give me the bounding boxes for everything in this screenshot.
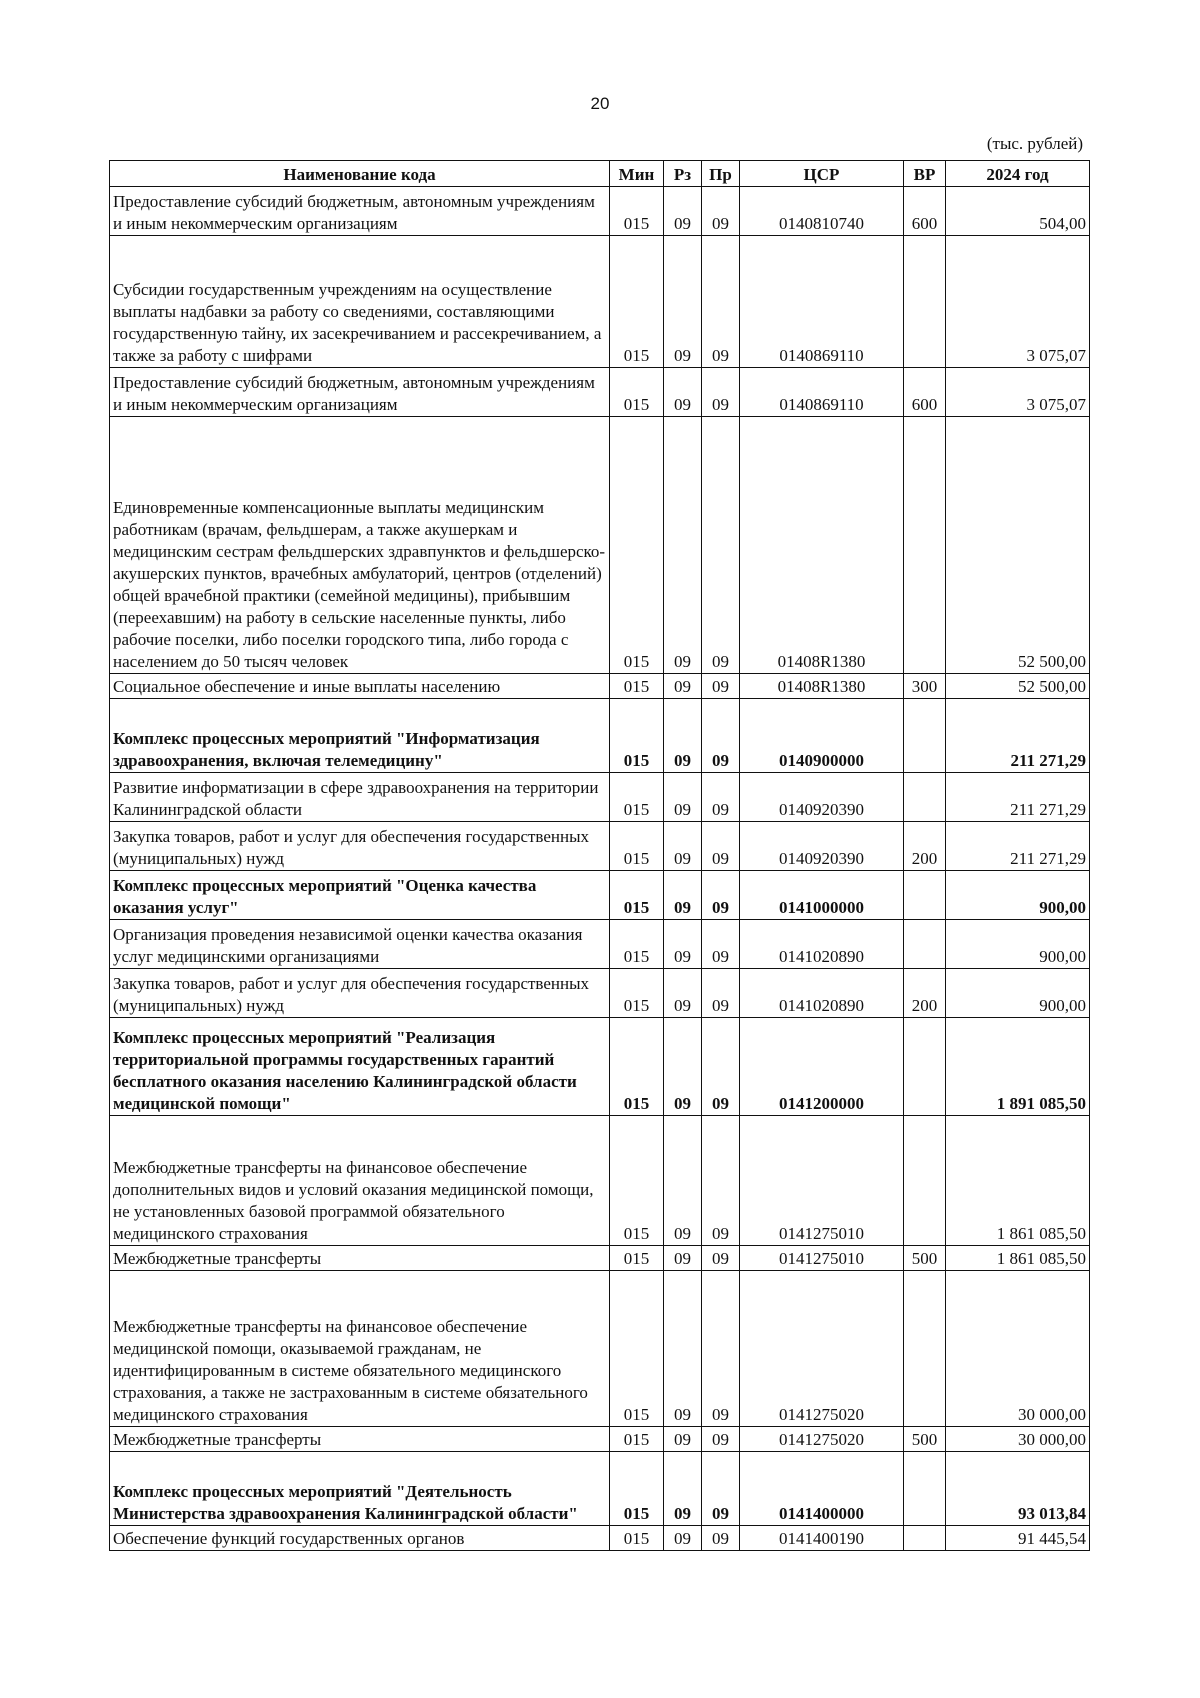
cell-min: 015 [610, 236, 664, 368]
table-row [110, 236, 1090, 368]
cell-name: Закупка товаров, работ и услуг для обеспечения государственных (муниципальных) нужд [110, 822, 610, 871]
cell-name: Предоставление субсидий бюджетным, автономным учреждениям и иным некоммерческим организациям [110, 368, 610, 417]
cell-csr: 0141275010 [740, 1246, 904, 1271]
cell-sum: 30 000,00 [946, 1427, 1090, 1452]
header-sum: 2024 год [946, 161, 1090, 187]
cell-min: 015 [610, 674, 664, 699]
cell-name: Предоставление субсидий бюджетным, автономным учреждениям и иным некоммерческим организациям [110, 187, 610, 236]
header-name: Наименование кода [110, 161, 610, 187]
cell-vr [904, 1116, 946, 1246]
cell-pr: 09 [702, 773, 740, 822]
cell-sum: 52 500,00 [946, 674, 1090, 699]
cell-name: Закупка товаров, работ и услуг для обеспечения государственных (муниципальных) нужд [110, 969, 610, 1018]
table-row [110, 1018, 1090, 1116]
header-csr: ЦСР [740, 161, 904, 187]
cell-min: 015 [610, 187, 664, 236]
cell-name: Межбюджетные трансферты на финансовое обеспечение дополнительных видов и условий оказания медицинской помощи, не установленных базовой программой обязательного медицинского страхования [110, 1116, 610, 1246]
cell-csr: 0141020890 [740, 920, 904, 969]
cell-rz: 09 [664, 1246, 702, 1271]
cell-sum: 1 891 085,50 [946, 1018, 1090, 1116]
table-row [110, 1116, 1090, 1246]
header-min: Мин [610, 161, 664, 187]
cell-sum: 900,00 [946, 969, 1090, 1018]
cell-name: Социальное обеспечение и иные выплаты населению [110, 674, 610, 699]
cell-vr: 600 [904, 368, 946, 417]
cell-pr: 09 [702, 1116, 740, 1246]
cell-name: Комплекс процессных мероприятий "Информатизация здравоохранения, включая телемедицину" [110, 699, 610, 773]
cell-rz: 09 [664, 674, 702, 699]
cell-pr: 09 [702, 1526, 740, 1551]
cell-name: Межбюджетные трансферты [110, 1246, 610, 1271]
cell-csr: 0141275020 [740, 1271, 904, 1427]
cell-vr: 500 [904, 1246, 946, 1271]
cell-csr: 0141275010 [740, 1116, 904, 1246]
cell-name: Единовременные компенсационные выплаты медицинским работникам (врачам, фельдшерам, а также акушеркам и медицинским сестрам фельдшерских здравпунктов и фельдшерско-акушерских пунктов, врачебных амбулаторий, центров (отделений) общей врачебной практики (семейной медицины), прибывшим (переехавшим) на работу в сельские населенные пункты, либо рабочие поселки, либо поселки городского типа, либо города с населением до 50 тысяч человек [110, 417, 610, 674]
cell-pr: 09 [702, 1271, 740, 1427]
table-row [110, 368, 1090, 417]
cell-min: 015 [610, 1116, 664, 1246]
cell-sum: 52 500,00 [946, 417, 1090, 674]
cell-name: Комплекс процессных мероприятий "Оценка качества оказания услуг" [110, 871, 610, 920]
cell-sum: 30 000,00 [946, 1271, 1090, 1427]
cell-csr: 01408R1380 [740, 417, 904, 674]
cell-sum: 900,00 [946, 920, 1090, 969]
cell-csr: 0141000000 [740, 871, 904, 920]
cell-name: Обеспечение функций государственных органов [110, 1526, 610, 1551]
cell-vr [904, 236, 946, 368]
cell-vr: 600 [904, 187, 946, 236]
cell-rz: 09 [664, 822, 702, 871]
cell-csr: 0140869110 [740, 236, 904, 368]
cell-vr [904, 1452, 946, 1526]
table-row [110, 871, 1090, 920]
cell-min: 015 [610, 1018, 664, 1116]
cell-pr: 09 [702, 822, 740, 871]
cell-name: Межбюджетные трансферты [110, 1427, 610, 1452]
cell-min: 015 [610, 368, 664, 417]
table-row [110, 920, 1090, 969]
cell-sum: 3 075,07 [946, 368, 1090, 417]
cell-sum: 900,00 [946, 871, 1090, 920]
cell-rz: 09 [664, 368, 702, 417]
cell-rz: 09 [664, 920, 702, 969]
cell-pr: 09 [702, 871, 740, 920]
cell-min: 015 [610, 1427, 664, 1452]
cell-min: 015 [610, 920, 664, 969]
cell-csr: 0141275020 [740, 1427, 904, 1452]
cell-rz: 09 [664, 773, 702, 822]
cell-sum: 1 861 085,50 [946, 1246, 1090, 1271]
cell-rz: 09 [664, 187, 702, 236]
cell-csr: 0140900000 [740, 699, 904, 773]
cell-pr: 09 [702, 920, 740, 969]
cell-csr: 0141020890 [740, 969, 904, 1018]
table-row [110, 187, 1090, 236]
cell-min: 015 [610, 1526, 664, 1551]
cell-sum: 91 445,54 [946, 1526, 1090, 1551]
units-note: (тыс. рублей) [986, 134, 1083, 153]
cell-min: 015 [610, 969, 664, 1018]
cell-pr: 09 [702, 1427, 740, 1452]
table-row [110, 1271, 1090, 1427]
cell-rz: 09 [664, 1452, 702, 1526]
cell-csr: 0140920390 [740, 822, 904, 871]
cell-vr [904, 1271, 946, 1427]
cell-name: Межбюджетные трансферты на финансовое обеспечение медицинской помощи, оказываемой гражданам, не идентифицированным в системе обязательного медицинского страхования, а также не застрахованным в системе обязательного медицинского страхования [110, 1271, 610, 1427]
cell-csr: 0141400000 [740, 1452, 904, 1526]
cell-pr: 09 [702, 969, 740, 1018]
header-vr: ВР [904, 161, 946, 187]
cell-pr: 09 [702, 187, 740, 236]
table-body [110, 187, 1090, 1551]
cell-sum: 93 013,84 [946, 1452, 1090, 1526]
header-rz: Рз [664, 161, 702, 187]
cell-pr: 09 [702, 236, 740, 368]
cell-csr: 0141400190 [740, 1526, 904, 1551]
cell-pr: 09 [702, 1018, 740, 1116]
cell-sum: 3 075,07 [946, 236, 1090, 368]
cell-vr: 300 [904, 674, 946, 699]
cell-vr [904, 699, 946, 773]
cell-min: 015 [610, 1452, 664, 1526]
cell-min: 015 [610, 1271, 664, 1427]
table-row [110, 773, 1090, 822]
cell-csr: 0141200000 [740, 1018, 904, 1116]
cell-rz: 09 [664, 871, 702, 920]
cell-rz: 09 [664, 417, 702, 674]
cell-name: Развитие информатизации в сфере здравоохранения на территории Калининградской области [110, 773, 610, 822]
cell-sum: 504,00 [946, 187, 1090, 236]
table-row [110, 699, 1090, 773]
cell-rz: 09 [664, 969, 702, 1018]
cell-pr: 09 [702, 1246, 740, 1271]
cell-vr [904, 871, 946, 920]
header-pr: Пр [702, 161, 740, 187]
cell-min: 015 [610, 773, 664, 822]
cell-vr [904, 920, 946, 969]
table-row [110, 1427, 1090, 1452]
cell-rz: 09 [664, 236, 702, 368]
cell-vr [904, 1018, 946, 1116]
cell-csr: 0140810740 [740, 187, 904, 236]
cell-name: Комплекс процессных мероприятий "Деятельность Министерства здравоохранения Калининградской области" [110, 1452, 610, 1526]
cell-sum: 211 271,29 [946, 822, 1090, 871]
table-header [110, 161, 1090, 187]
cell-vr: 200 [904, 969, 946, 1018]
cell-csr: 0140869110 [740, 368, 904, 417]
cell-sum: 1 861 085,50 [946, 1116, 1090, 1246]
cell-min: 015 [610, 871, 664, 920]
cell-min: 015 [610, 822, 664, 871]
cell-rz: 09 [664, 1526, 702, 1551]
header-row [110, 161, 1090, 187]
cell-name: Субсидии государственным учреждениям на осуществление выплаты надбавки за работу со сведениями, составляющими государственную тайну, их засекречиванием и рассекречиванием, а также за работу с шифрами [110, 236, 610, 368]
cell-rz: 09 [664, 699, 702, 773]
cell-name: Организация проведения независимой оценки качества оказания услуг медицинскими организациями [110, 920, 610, 969]
table-row [110, 822, 1090, 871]
table-row [110, 417, 1090, 674]
cell-vr: 200 [904, 822, 946, 871]
table-row [110, 674, 1090, 699]
cell-pr: 09 [702, 368, 740, 417]
cell-name: Комплекс процессных мероприятий "Реализация территориальной программы государственных гарантий бесплатного оказания населению Калининградской области медицинской помощи" [110, 1018, 610, 1116]
cell-min: 015 [610, 699, 664, 773]
cell-sum: 211 271,29 [946, 773, 1090, 822]
cell-pr: 09 [702, 1452, 740, 1526]
cell-vr: 500 [904, 1427, 946, 1452]
cell-csr: 01408R1380 [740, 674, 904, 699]
cell-pr: 09 [702, 674, 740, 699]
cell-vr [904, 1526, 946, 1551]
cell-vr [904, 417, 946, 674]
table-row [110, 1246, 1090, 1271]
cell-min: 015 [610, 417, 664, 674]
cell-rz: 09 [664, 1271, 702, 1427]
cell-vr [904, 773, 946, 822]
cell-min: 015 [610, 1246, 664, 1271]
table-row [110, 1452, 1090, 1526]
budget-table [109, 160, 1090, 1551]
cell-rz: 09 [664, 1018, 702, 1116]
table-row [110, 969, 1090, 1018]
cell-rz: 09 [664, 1116, 702, 1246]
table-row [110, 1526, 1090, 1551]
cell-pr: 09 [702, 417, 740, 674]
cell-rz: 09 [664, 1427, 702, 1452]
cell-sum: 211 271,29 [946, 699, 1090, 773]
page-number: 20 [590, 94, 610, 113]
cell-pr: 09 [702, 699, 740, 773]
cell-csr: 0140920390 [740, 773, 904, 822]
